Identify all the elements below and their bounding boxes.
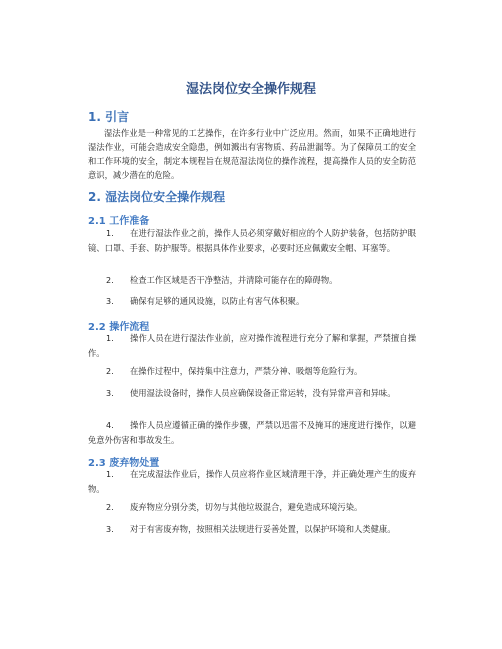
list-item <box>88 467 416 496</box>
list-text: 使用湿法设备时，操作人员应确保设备正常运转，没有异常声音和异味。 <box>130 388 396 398</box>
list-number: 3. <box>106 297 114 306</box>
list-number: 4. <box>106 421 114 430</box>
intro-paragraph: 湿法作业是一种常见的工艺操作，在许多行业中广泛应用。然而，如果不正确地进行湿法作业，可能会造成安全隐患，例如溅出有害物质、药品泄漏等。为了保障员工的安全和工作环境的安全，制定本规程旨在规范湿法岗位的操作流程，提高操作人员的安全防范意识，减少潜在的危险。 <box>88 128 416 180</box>
list-item <box>88 294 416 309</box>
list-number: 1. <box>106 334 114 343</box>
list-item <box>88 331 416 360</box>
list-number: 2. <box>106 503 114 512</box>
list-number: 3. <box>106 525 114 534</box>
list-text: 废弃物应分别分类，切勿与其他垃圾混合，避免造成环境污染。 <box>130 502 363 512</box>
list-item <box>88 386 416 401</box>
subsection-heading-procedure: 2.2 操作流程 <box>88 322 150 333</box>
list-text: 对于有害废弃物，按照相关法规进行妥善处置，以保护环境和人类健康。 <box>130 524 396 534</box>
list-text: 操作人员应遵循正确的操作步骤，严禁以迅雷不及掩耳的速度进行操作，以避免意外伤害和事故发生。 <box>88 420 416 445</box>
list-text: 操作人员在进行湿法作业前，应对操作流程进行充分了解和掌握，严禁擅自操作。 <box>88 333 416 358</box>
list-number: 1. <box>106 470 114 479</box>
list-text: 检查工作区域是否干净整洁，并清除可能存在的障碍物。 <box>130 275 338 285</box>
section-heading-intro: 1. 引言 <box>88 110 130 124</box>
list-item <box>88 522 416 537</box>
list-item <box>88 364 416 379</box>
list-number: 2. <box>106 276 114 285</box>
list-number: 3. <box>106 389 114 398</box>
list-text: 在进行湿法作业之前，操作人员必须穿戴好相应的个人防护装备，包括防护眼镜、口罩、手套、防护服等。根据具体作业要求，必要时还应佩戴安全帽、耳塞等。 <box>88 228 416 253</box>
document-title: 湿法岗位安全操作规程 <box>185 82 316 97</box>
list-item <box>88 273 416 288</box>
section-heading-rules: 2. 湿法岗位安全操作规程 <box>88 190 226 204</box>
list-text: 确保有足够的通风设施，以防止有害气体积聚。 <box>130 296 305 306</box>
subsection-heading-waste: 2.3 废弃物处置 <box>88 458 160 469</box>
list-number: 1. <box>106 229 114 238</box>
list-item <box>88 418 416 447</box>
subsection-heading-preparation: 2.1 工作准备 <box>88 216 150 227</box>
list-text: 在完成湿法作业后，操作人员应将作业区域清理干净，并正确处理产生的废弃物。 <box>88 469 416 494</box>
list-text: 在操作过程中，保持集中注意力，严禁分神、吸烟等危险行为。 <box>130 366 363 376</box>
list-number: 2. <box>106 367 114 376</box>
list-item <box>88 500 416 515</box>
list-item <box>88 226 416 255</box>
